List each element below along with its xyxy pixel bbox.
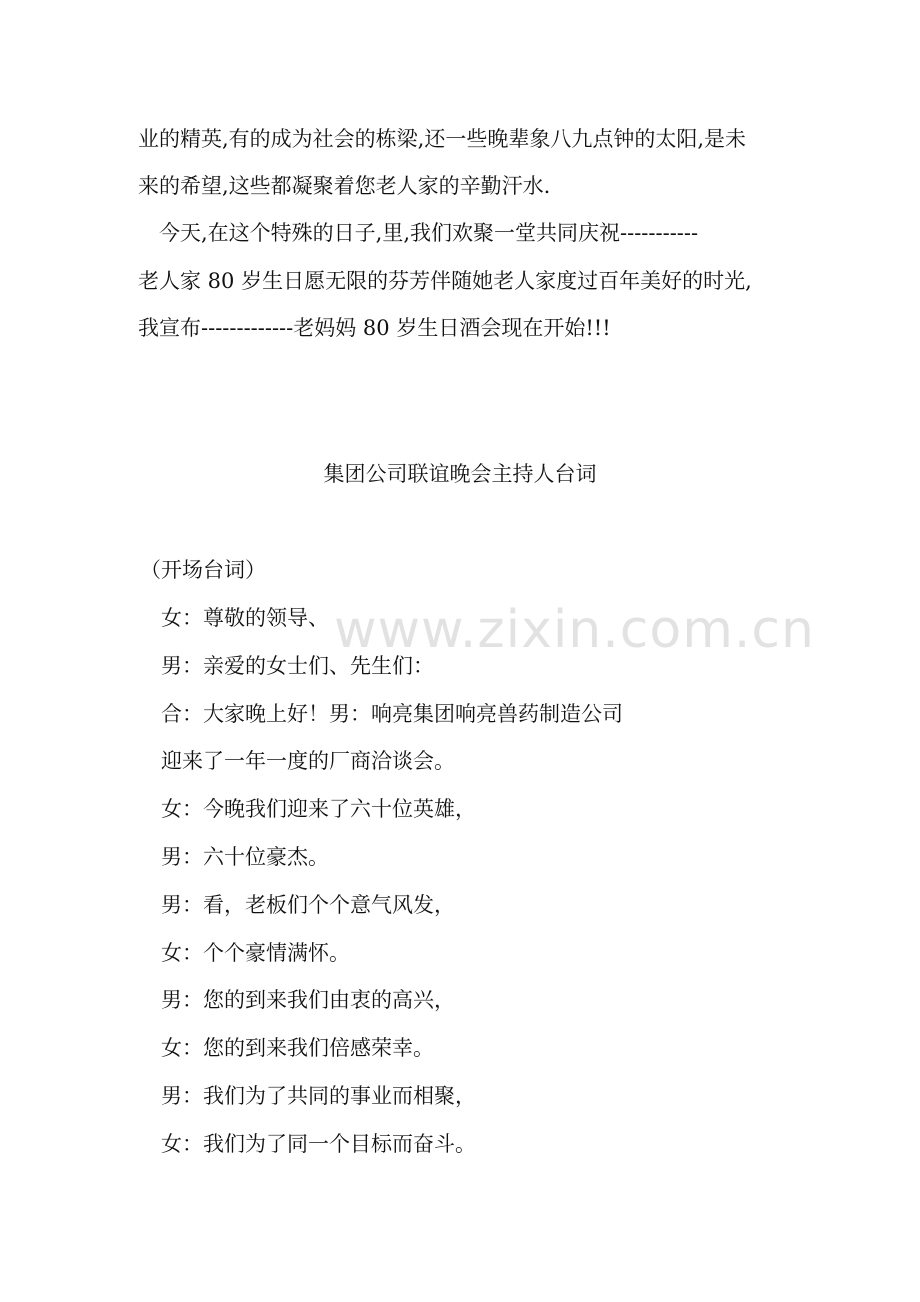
script-line: 男：看，老板们个个意气风发， (140, 893, 455, 917)
watermark: www.zixin.com.cn (334, 600, 815, 660)
script-line: 合：大家晚上好！男：响亮集团响亮兽药制造公司 (140, 702, 623, 726)
intro-line: 我宣布-------------老妈妈 80 岁生日酒会现在开始!!! (138, 316, 611, 340)
intro-line: 今天,在这个特殊的日子,里,我们欢聚一堂共同庆祝----------- (138, 221, 699, 245)
intro-line: 老人家 80 岁生日愿无限的芬芳伴随她老人家度过百年美好的时光, (138, 269, 752, 293)
script-line: 女：我们为了同一个目标而奋斗。 (140, 1132, 476, 1156)
document-title: 集团公司联谊晚会主持人台词 (323, 462, 597, 486)
script-line: 男：亲爱的女士们、先生们： (140, 654, 434, 678)
script-line: 女：尊敬的领导、 (140, 606, 329, 630)
script-line: 女：您的到来我们倍感荣幸。 (140, 1036, 434, 1060)
script-line: 男：我们为了共同的事业而相聚， (140, 1084, 476, 1108)
script-line: 女：个个豪情满怀。 (140, 941, 350, 965)
intro-line: 来的希望,这些都凝聚着您老人家的辛勤汗水. (138, 174, 551, 198)
script-line: 男：六十位豪杰。 (140, 845, 329, 869)
script-line: 迎来了一年一度的厂商洽谈会。 (140, 749, 455, 773)
script-line: 女：今晚我们迎来了六十位英雄， (140, 797, 476, 821)
intro-line: 业的精英,有的成为社会的栋梁,还一些晚辈象八九点钟的太阳,是未 (138, 127, 747, 151)
script-line: （开场台词） (140, 558, 266, 582)
script-line: 男：您的到来我们由衷的高兴， (140, 988, 455, 1012)
